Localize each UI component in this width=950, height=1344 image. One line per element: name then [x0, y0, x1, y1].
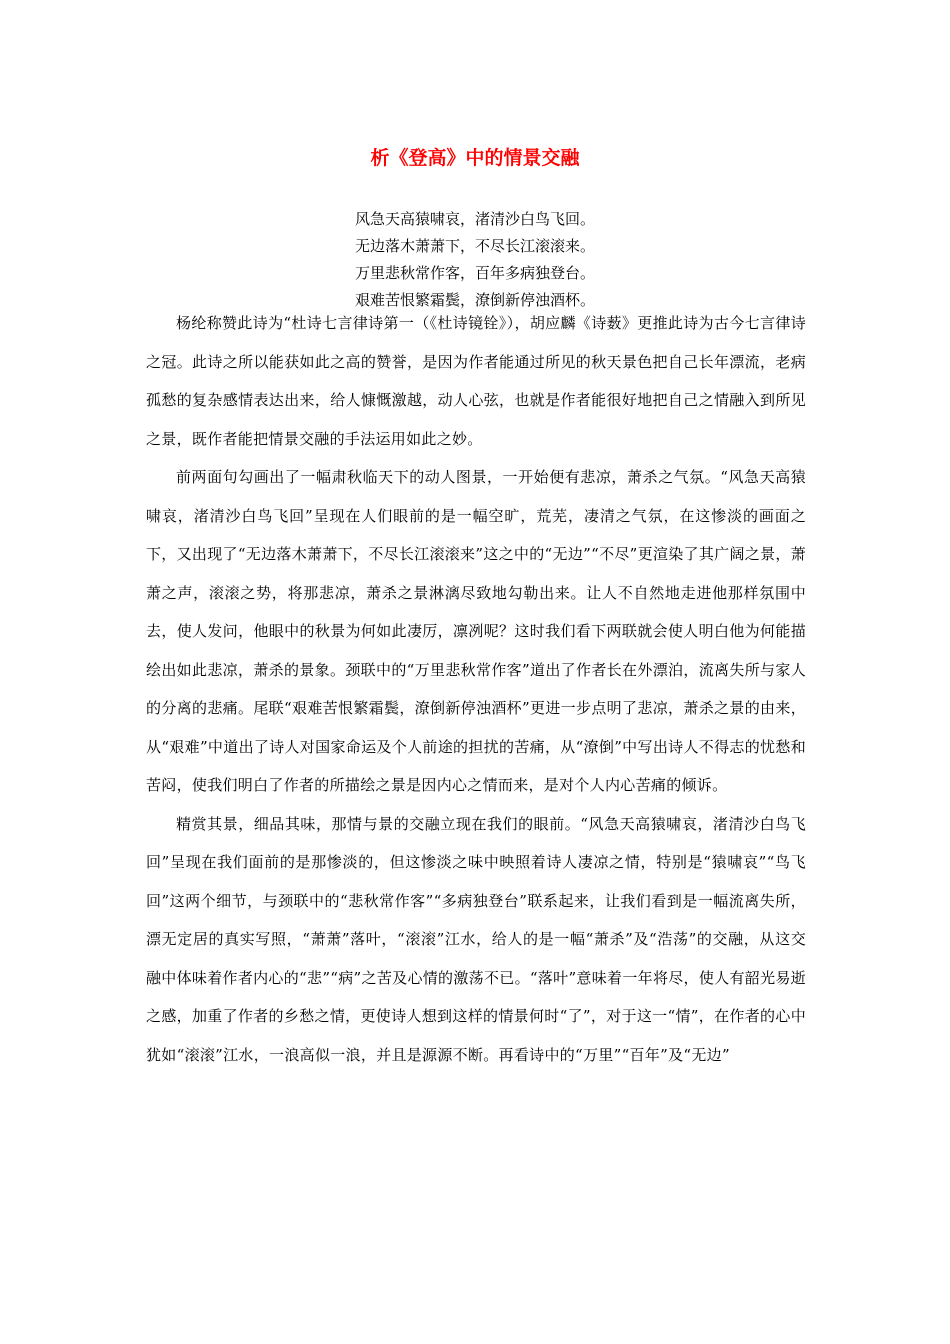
paragraph: 杨纶称赞此诗为“杜诗七言律诗第一（《杜诗镜铨》），胡应麟《诗薮》更推此诗为古今七言律诗之冠。此诗之所以能获如此之高的赞誉，是因为作者能通过所见的秋天景色把自己长年漂流，老病孤愁的复杂感情表达出来，给人慷慨激越，动人心弦，也就是作者能很好地把自己之情融入到所见之景，既作者能把情景交融的手法运用如此之妙。: [146, 314, 806, 448]
poem-line: 万里悲秋常作客，百年多病独登台。: [354, 264, 595, 282]
poem-line: 无边落木萧萧下，不尽长江滚滚来。: [354, 237, 595, 255]
poem-block: [0, 206, 950, 314]
paragraph: 前两面句勾画出了一幅肃秋临天下的动人图景，一开始便有悲凉，萧杀之气氛。“风急天高猿啸哀，渚清沙白鸟飞回”呈现在人们眼前的是一幅空旷，荒芜，凄清之气氛，在这惨淡的画面之下，又出现了“无边落木萧萧下，不尽长江滚滚来”这之中的“无边”“不尽”更渲染了其广阔之景，萧萧之声，滚滚之势，将那悲凉，萧杀之景淋漓尽致地勾勒出来。让人不自然地走进他那样氛围中去，使人发问，他眼中的秋景为何如此凄厉，凛冽呢？这时我们看下两联就会使人明白他为何能描绘出如此悲凉，萧杀的景象。颈联中的“万里悲秋常作客”道出了作者长在外漂泊，流离失所与家人的分离的悲痛。尾联“艰难苦恨繁霜鬓，潦倒新停浊酒杯”更进一步点明了悲凉，萧杀之景的由来，从“艰难”中道出了诗人对国家命运及个人前途的担扰的苦痛，从“潦倒”中写出诗人不得志的忧愁和苦闷，使我们明白了作者的所描绘之景是因内心之情而来，是对个人内心苦痛的倾诉。: [146, 468, 806, 794]
article-body: [146, 304, 806, 1074]
paragraph: 精赏其景，细品其味，那情与景的交融立现在我们的眼前。“风急天高猿啸哀，渚清沙白鸟飞回”呈现在我们面前的是那惨淡的，但这惨淡之味中映照着诗人凄凉之情，特别是“猿啸哀”“鸟飞回”这两个细节，与颈联中的“悲秋常作客”“多病独登台”联系起来，让我们看到是一幅流离失所，漂无定居的真实写照，“萧萧”落叶，“滚滚”江水，给人的是一幅“萧杀”及“浩荡”的交融，从这交融中体味着作者内心的“悲”“病”之苦及心情的激荡不已。“落叶”意味着一年将尽，使人有韶光易逝之感，加重了作者的乡愁之情，更使诗人想到这样的情景何时“了”，对于这一“情”，在作者的心中犹如“滚滚”江水，一浪高似一浪，并且是源源不断。再看诗中的“万里”“百年”及“无边”: [146, 814, 806, 1064]
document-title: 析《登高》中的情景交融: [370, 147, 580, 169]
poem-line: 风急天高猿啸哀，渚清沙白鸟飞回。: [354, 210, 595, 228]
poem-line: 艰难苦恨繁霜鬓，潦倒新停浊酒杯。: [354, 291, 595, 309]
